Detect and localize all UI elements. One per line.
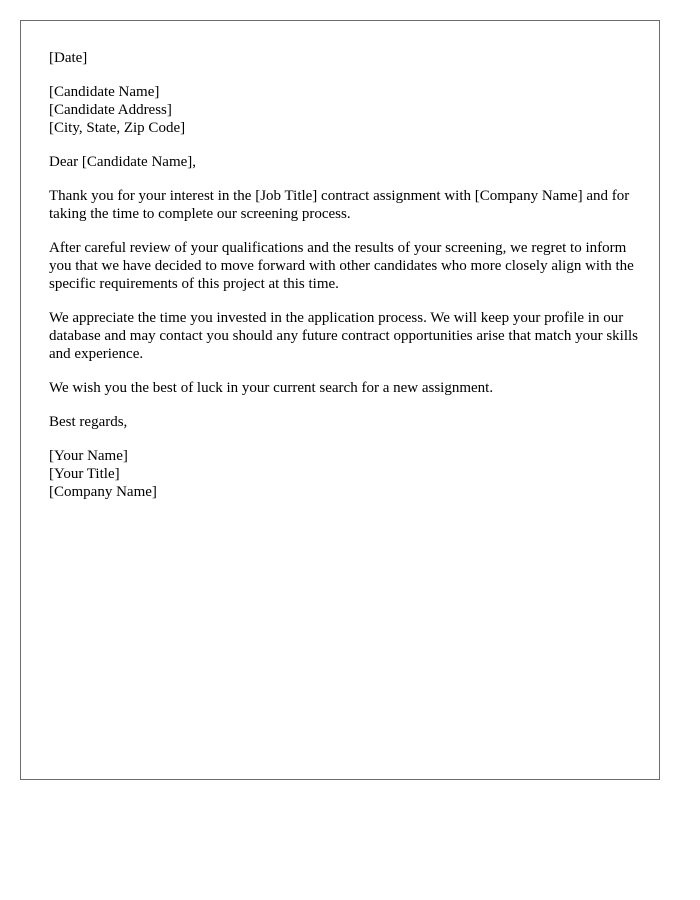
recipient-city-state-zip: [City, State, Zip Code]: [49, 120, 186, 136]
signature-company: [Company Name]: [49, 484, 157, 500]
signature-block: [49, 447, 639, 501]
recipient-address: [Candidate Address]: [49, 102, 172, 118]
paragraph-appreciation: We appreciate the time you invested in the application process. We will keep your profile in our database and may contact you should any future contract opportunities arise that match your skills and experience.: [49, 310, 638, 362]
signature-title: [Your Title]: [49, 466, 120, 482]
signature-name: [Your Name]: [49, 448, 128, 464]
salutation: Dear [Candidate Name],: [49, 154, 197, 170]
letter-date: [Date]: [49, 50, 88, 66]
closing: Best regards,: [49, 414, 128, 430]
letter-page: [20, 20, 660, 780]
recipient-block: [49, 83, 639, 137]
paragraph-wishes: We wish you the best of luck in your current search for a new assignment.: [49, 380, 494, 396]
paragraph-decision: After careful review of your qualifications and the results of your screening, we regret to inform you that we have decided to move forward with other candidates who more closely align with the specific requirements of this project at this time.: [49, 240, 634, 292]
letter-body: [49, 49, 639, 517]
recipient-name: [Candidate Name]: [49, 84, 160, 100]
paragraph-intro: Thank you for your interest in the [Job Title] contract assignment with [Company Name] and for taking the time to complete our screening process.: [49, 188, 630, 222]
